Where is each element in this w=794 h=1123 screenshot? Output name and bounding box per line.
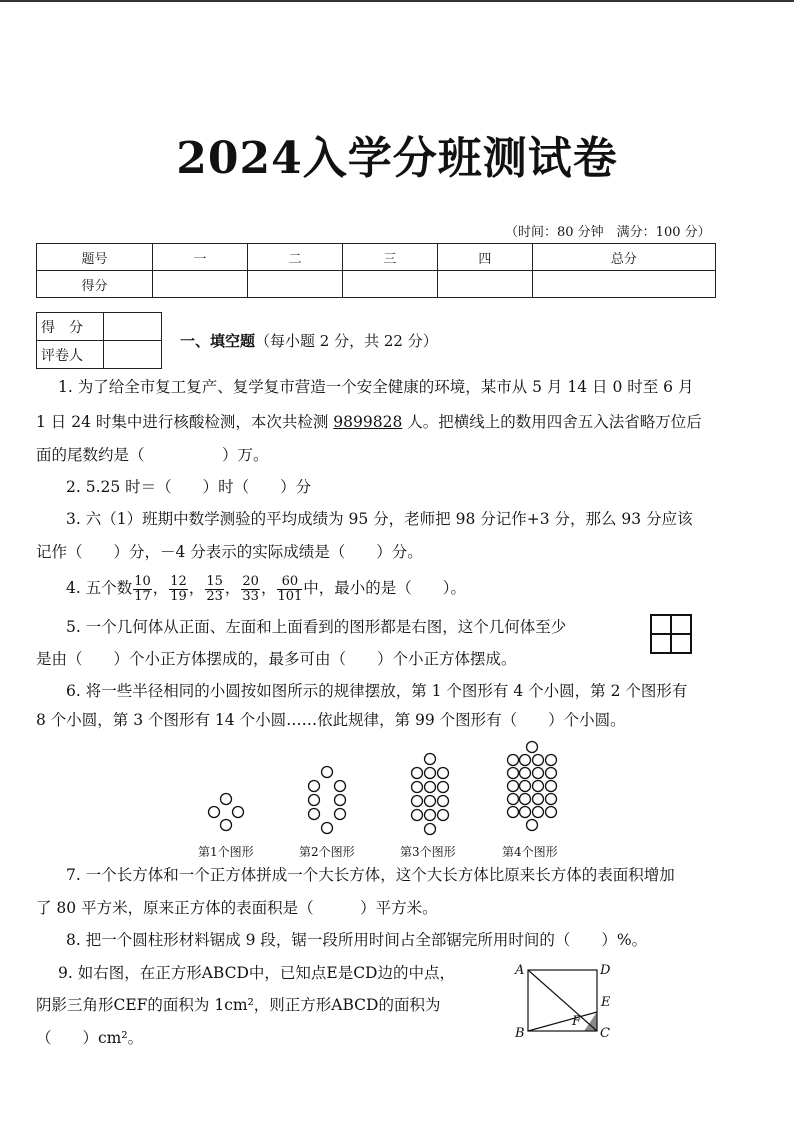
q7-line2: 了 80 平方米，原来正方体的表面积是（ ）平方米。 — [36, 899, 438, 917]
q1-line3: 面的尾数约是（ ）万。 — [36, 446, 269, 464]
point-label-c: C — [600, 1026, 610, 1040]
section-note: （每小题 2 分，共 22 分） — [255, 332, 438, 350]
row-label: 得分 — [37, 271, 153, 298]
q3-line1: 3. 六（1）班期中数学测验的平均成绩为 95 分，老师把 98 分记作+3 分，那么 93 分应该 — [66, 510, 693, 528]
q3-line2: 记作（ ）分，－4 分表示的实际成绩是（ ）分。 — [36, 543, 423, 561]
figure-label: 第2个图形 — [299, 845, 355, 859]
score-label: 得 分 — [37, 313, 104, 341]
q1-line1: 1. 为了给全市复工复产、复学复市营造一个安全健康的环境，某市从 5 月 14 日 0 时至 6 月 — [58, 378, 694, 396]
pattern-figure-1 — [209, 794, 244, 831]
header-cell: 四 — [437, 244, 532, 271]
header-cell: 一 — [153, 244, 248, 271]
page-title: 2024入学分班测试卷 — [176, 133, 618, 184]
figure-label: 第3个图形 — [400, 845, 456, 859]
score-cell[interactable] — [247, 271, 342, 298]
figure-label: 第1个图形 — [198, 845, 254, 859]
q9-line1: 9. 如右图，在正方形ABCD中，已知点E是CD边的中点， — [58, 964, 455, 982]
point-label-d: D — [600, 963, 610, 978]
header-cell: 题号 — [37, 244, 153, 271]
pattern-figure-2 — [309, 767, 346, 834]
q1-line2 — [36, 407, 702, 438]
section-title: 一、填空题 — [180, 332, 256, 350]
point-label-b: B — [515, 1026, 525, 1040]
pattern-figure-4 — [508, 742, 557, 831]
fraction: $\frac{15}{23}$ — [206, 573, 223, 604]
pattern-figure-3 — [412, 754, 449, 835]
header-cell: 三 — [342, 244, 437, 271]
header-cell: 二 — [247, 244, 342, 271]
point-label-e: E — [601, 995, 610, 1010]
q5-grid-figure — [650, 614, 692, 654]
q9-square-figure — [510, 958, 610, 1040]
exam-meta: （时间：80 分钟 满分：100 分） — [505, 225, 711, 240]
score-cell[interactable] — [153, 271, 248, 298]
q1-number: 9899828 — [333, 413, 403, 431]
fraction: $\frac{20}{33}$ — [242, 573, 259, 604]
score-cell[interactable] — [342, 271, 437, 298]
q6-line1: 6. 将一些半径相同的小圆按如图所示的规律摆放，第 1 个图形有 4 个小圆，第 2 个图形有 — [66, 682, 688, 700]
section-heading — [180, 330, 438, 351]
q9-line3: （ ）cm²。 — [36, 1029, 144, 1047]
grader-label: 评卷人 — [37, 341, 104, 369]
q1-text-b: 人。把横线上的数用四舍五入法省略万位后 — [402, 413, 702, 431]
q6-line2: 8 个小圆，第 3 个图形有 14 个小圆……依此规律，第 99 个图形有（ ）个小圆。 — [36, 711, 626, 729]
q7-line1: 7. 一个长方体和一个正方体拼成一个大长方体，这个大长方体比原来长方体的表面积增加 — [66, 866, 675, 884]
score-table-header-row — [37, 244, 716, 271]
score-blank[interactable] — [104, 313, 162, 341]
figure-label: 第4个图形 — [502, 845, 558, 859]
header-cell: 总分 — [532, 244, 715, 271]
q6-pattern-figures — [180, 738, 580, 862]
point-label-a: A — [515, 963, 525, 978]
score-table — [36, 243, 716, 298]
fraction: $\frac{60}{101}$ — [277, 573, 303, 604]
q1-text-a: 1 日 24 时集中进行核酸检测，本次共检测 — [36, 413, 334, 431]
grader-box — [36, 312, 162, 369]
q9-line2: 阴影三角形CEF的面积为 1cm²，则正方形ABCD的面积为 — [36, 996, 441, 1014]
score-table-score-row — [37, 271, 716, 298]
q5-line2: 是由（ ）个小正方体摆成的，最多可由（ ）个小正方体摆成。 — [36, 650, 517, 668]
top-border — [0, 0, 794, 2]
score-cell[interactable] — [532, 271, 715, 298]
q4-prefix: 4. 五个数 — [66, 579, 133, 597]
score-cell[interactable] — [437, 271, 532, 298]
q8: 8. 把一个圆柱形材料锯成 9 段，锯一段所用时间占全部锯完所用时间的（ ）%。 — [66, 931, 648, 949]
q2: 2. 5.25 时＝（ ）时（ ）分 — [66, 478, 312, 496]
fraction: $\frac{12}{19}$ — [170, 573, 187, 604]
point-label-f: F — [572, 1014, 582, 1029]
q4: 4. 五个数 $\frac{10}{17}$ ， $\frac{12}{19}$ ， $\frac{15}{23}$ ， $\frac{20}{33}$ ， $\frac{60}{101}$ 中，最小的是（ ）。 — [66, 573, 467, 604]
q5-line1: 5. 一个几何体从正面、左面和上面看到的图形都是右图，这个几何体至少 — [66, 618, 567, 636]
fraction: $\frac{10}{17}$ — [134, 573, 151, 604]
grader-blank[interactable] — [104, 341, 162, 369]
q4-suffix: 中，最小的是（ ）。 — [303, 579, 467, 597]
